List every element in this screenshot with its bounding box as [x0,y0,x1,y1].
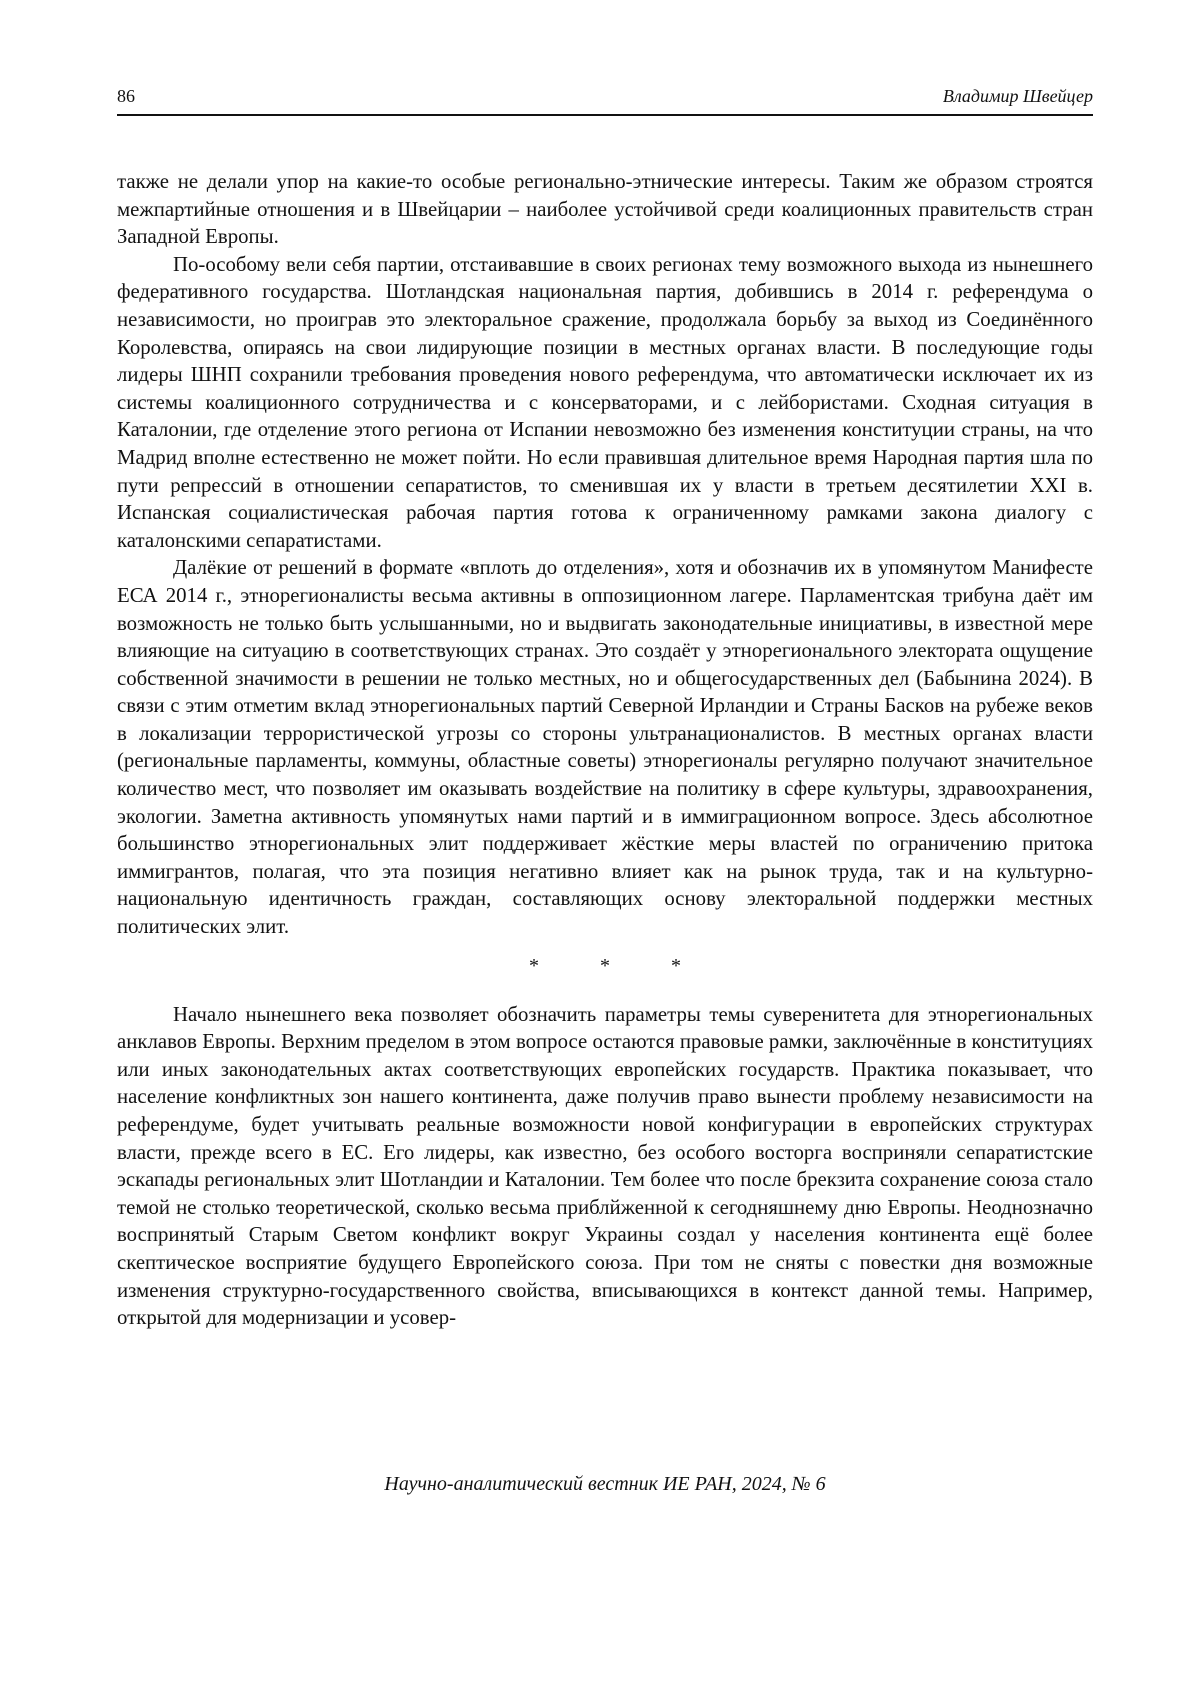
separator-asterisk-1: * [529,954,539,977]
running-header [117,84,1093,116]
journal-footer: Научно-аналитический вестник ИЕ РАН, 2024, № 6 [384,1473,826,1495]
running-header-author: Владимир Швейцер [942,86,1093,106]
paragraph-3: Далёкие от решений в формате «вплоть до отделения», хотя и обозначив их в упомянутом Манифесте ЕСА 2014 г., этнорегионалисты весьма активны в оппозиционном лагере. Парламентская трибуна даёт им возможность не только быть услышанными, но и выдвигать законодательные инициативы, в известной мере влияющие на ситуацию в соответствующих странах. Это создаёт у этнорегионального электората ощущение собственной значимости в решении не только местных, но и общегосударственных дел (Бабынина 2024). В связи с этим отметим вклад этнорегиональных партий Северной Ирландии и Страны Басков на рубеже веков в локализации террористической угрозы со стороны ультранационалистов. В местных органах власти (региональные парламенты, коммуны, областные советы) этнорегионалы регулярно получают значительное количество мест, что позволяет им оказывать воздействие на политику в сфере культуры, здравоохранения, экологии. Заметна активность упомянутых нами партий и в иммиграционном вопросе. Здесь абсолютное большинство этнорегиональных элит поддерживает жёсткие меры властей по ограничению притока иммигрантов, полагая, что эта позиция негативно влияет как на рынок труда, так и на культурно-национальную идентичность граждан, составляющих основу электоральной поддержки местных политических элит. [117,556,1093,939]
separator-asterisk-2: * [600,954,610,977]
paragraph-2: По-особому вели себя партии, отстаивавшие в своих регионах тему возможного выхода из нынешнего федеративного государства. Шотландская национальная партия, добившись в 2014 г. референдума о независимости, но проиграв это электоральное сражение, продолжала борьбу за выход из Соединённого Королевства, опираясь на свои лидирующие позиции в местных органах власти. В последующие годы лидеры ШНП сохранили требования проведения нового референдума, что автоматически исключает их из системы коалиционного сотрудничества и с консерваторами, и с лейбористами. Сходная ситуация в Каталонии, где отделение этого региона от Испании невозможно без изменения конституции страны, на что Мадрид вполне естественно не может пойти. Но если правившая длительное время Народная партия шла по пути репрессий в отношении сепаратистов, то сменившая их у власти в третьем десятилетии XXI в. Испанская социалистическая рабочая партия готова к ограниченному рамками закона диалогу с каталонскими сепаратистами. [117,252,1093,552]
separator-asterisk-3: * [671,954,681,977]
paragraph-4: Начало нынешнего века позволяет обозначить параметры темы суверенитета для этнорегиональных анклавов Европы. Верхним пределом в этом вопросе остаются правовые рамки, заключённые в конституциях или иных законодательных актах соответствующих европейских государств. Практика показывает, что население конфликтных зон нашего континента, даже получив право вынести проблему независимости на референдуме, будет учитывать реальные возможности новой конфигурации в европейских структурах власти, прежде всего в ЕС. Его лидеры, как известно, без особого восторга восприняли сепаратистские эскапады региональных элит Шотландии и Каталонии. Тем более что после брекзита сохранение союза стало темой не столько теоретической, сколько весьма приблйженной к сегодняшнему дню Европы. Неоднозначно воспринятый Старым Светом конфликт вокруг Украины создал у населения континента ещё более скептическое восприятие будущего Европейского союза. При том не сняты с повестки дня возможные изменения структурно-государственного свойства, вписывающихся в контекст данной темы. Например, открытой для модернизации и усовер- [117,1002,1093,1330]
section-separator [117,951,1093,981]
page-number: 86 [117,86,135,106]
paragraph-1: также не делали упор на какие-то особые регионально-этнические интересы. Таким же образом строятся межпартийные отношения и в Швейцарии – наиболее устойчивой среди коалиционных правительств стран Западной Европы. [117,170,1093,249]
article-body [117,168,1093,1332]
